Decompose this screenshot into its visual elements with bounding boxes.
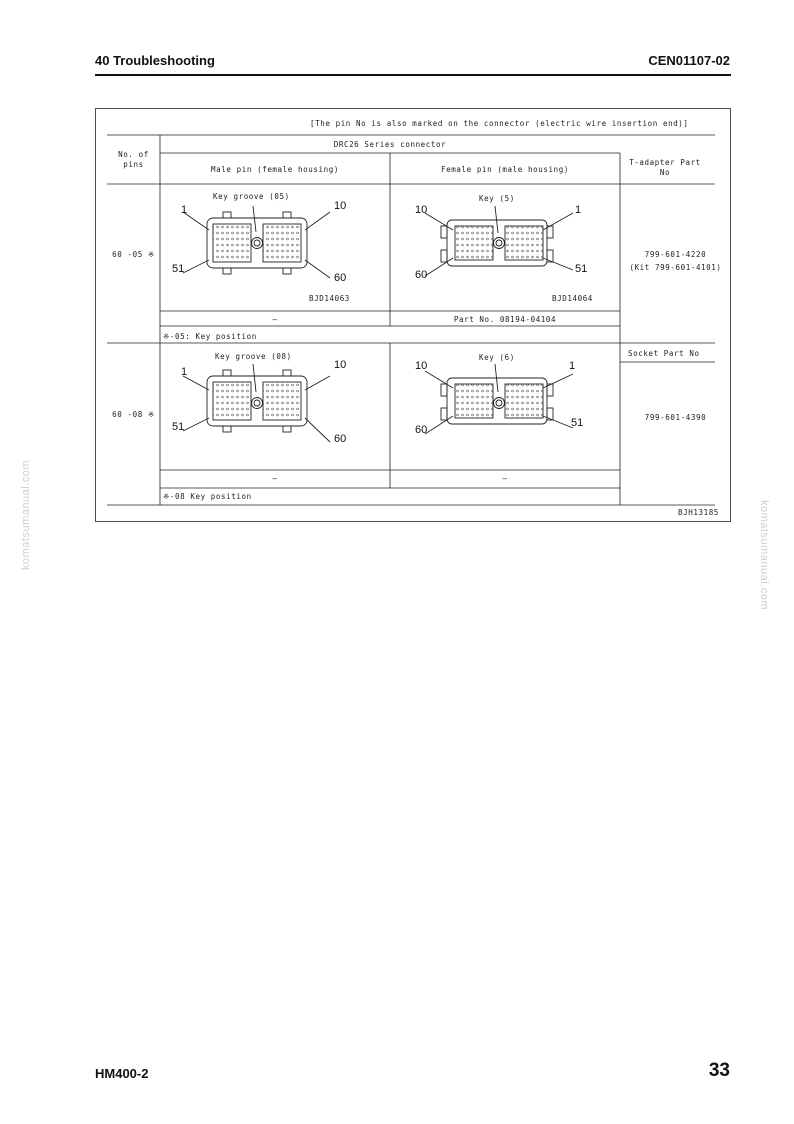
row2-key-label: Key (6) [479,353,515,362]
row1-female-pin1: 1 [575,204,582,216]
pin-note: [The pin No is also marked on the connector (electric wire insertion end)] [310,119,689,128]
male-connector-05-drawing [165,188,385,308]
row1-male-part: – [272,315,278,324]
row2-female-part: – [502,474,508,483]
row1-female-pin60: 60 [415,269,428,281]
row2-male-pin1: 1 [181,366,188,378]
row1-adapter-part: 799-601-4220 [644,250,707,259]
figure-code: BJH13185 [678,508,719,517]
row2-male-part: – [272,474,278,483]
row1-male-drawing-code: BJD14063 [309,294,350,303]
header-rule [95,74,731,76]
connector-table-figure [95,108,731,522]
row1-male-pin1: 1 [181,204,188,216]
row1-pins: 60 -05 ※ [112,250,155,259]
female-connector-08-drawing [395,346,615,466]
row2-female-pin1: 1 [569,360,576,372]
section-title: 40 Troubleshooting [95,53,215,68]
row1-male-pin51: 51 [172,263,185,275]
series-title: DRC26 Series connector [333,140,447,149]
row2-female-pin51: 51 [571,417,584,429]
model-name: HM400-2 [95,1066,149,1081]
row2-male-pin60: 60 [334,433,347,445]
row2-key-groove-label: Key groove (08) [215,352,292,361]
watermark-left: komatsumanual.com [20,460,32,570]
row1-adapter-kit: (Kit 799-601-4101) [629,263,722,272]
male-connector-08-drawing [165,346,385,466]
row2-key-position: ※-08 Key position [163,492,252,501]
row1-female-part: Part No. 08194-04104 [453,315,557,324]
female-connector-05-drawing [395,188,615,308]
col-header-male: Male pin (female housing) [211,165,339,174]
row2-female-pin10: 10 [415,360,428,372]
row2-female-pin60: 60 [415,424,428,436]
col-header-pins: No. of pins [118,150,149,169]
row1-female-drawing-code: BJD14064 [552,294,593,303]
row1-male-pin10: 10 [334,200,347,212]
row2-pins: 60 -08 ※ [112,410,155,419]
socket-part-header: Socket Part No [628,349,700,358]
watermark-right: komatsumanual.com [758,500,770,610]
col-header-female: Female pin (male housing) [441,165,569,174]
row1-key-groove-label: Key groove (05) [213,192,290,201]
document-code: CEN01107-02 [648,53,730,68]
row1-key-label: Key (5) [479,194,515,203]
page-number: 33 [708,1060,730,1081]
row1-key-position: ※-05: Key position [163,332,257,341]
col-header-tadapter: T-adapter Part No [629,158,701,177]
row2-socket-part: 799-601-4390 [644,413,707,422]
row2-male-pin51: 51 [172,421,185,433]
row1-female-pin51: 51 [575,263,588,275]
row2-male-pin10: 10 [334,359,347,371]
row1-female-pin10: 10 [415,204,428,216]
row1-male-pin60: 60 [334,272,347,284]
